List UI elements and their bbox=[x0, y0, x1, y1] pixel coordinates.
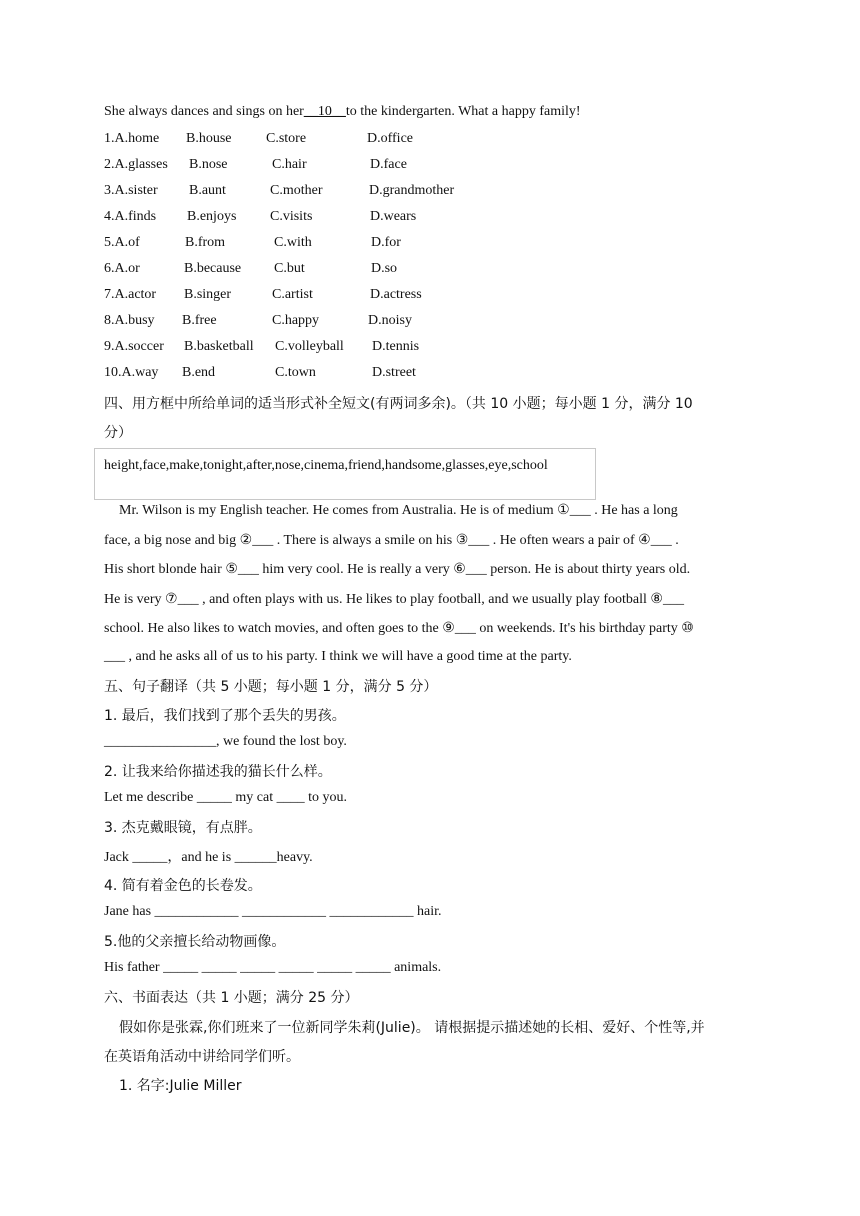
option-c: C.town bbox=[275, 365, 316, 380]
option-d: D.actress bbox=[370, 287, 422, 302]
translation-answer: ________________, we found the lost boy. bbox=[104, 734, 347, 749]
option-a: 8.A.busy bbox=[104, 313, 155, 328]
option-c: C.but bbox=[274, 261, 305, 276]
option-a: 2.A.glasses bbox=[104, 157, 168, 172]
passage-line: ___ , and he asks all of us to his party. I think we will have a good time at the party. bbox=[104, 649, 572, 664]
intro-blank: __10__ bbox=[303, 104, 346, 119]
intro-line bbox=[104, 104, 581, 120]
option-c: C.mother bbox=[270, 183, 323, 198]
option-b: B.enjoys bbox=[187, 209, 237, 224]
translation-answer: Let me describe _____ my cat ____ to you. bbox=[104, 790, 347, 805]
option-c: C.with bbox=[274, 235, 312, 250]
passage-line: He is very ⑦___ , and often plays with us. He likes to play football, and we usually play football ⑧___ bbox=[104, 592, 684, 607]
option-a: 1.A.home bbox=[104, 131, 160, 146]
writing-hint: 1. 名字:Julie Miller bbox=[119, 1078, 242, 1094]
option-a: 6.A.or bbox=[104, 261, 140, 276]
passage-line: Mr. Wilson is my English teacher. He comes from Australia. He is of medium ①___ . He has a long bbox=[119, 503, 678, 518]
option-c: C.happy bbox=[272, 313, 320, 328]
option-a: 10.A.way bbox=[104, 365, 159, 380]
section4-heading: 四、用方框中所给单词的适当形式补全短文(有两词多余)。（共 10 小题；每小题 1 分，满分 10 bbox=[104, 396, 693, 412]
option-b: B.house bbox=[186, 131, 232, 146]
option-d: D.street bbox=[372, 365, 416, 380]
passage-line: face, a big nose and big ②___ . There is always a smile on his ③___ . He often wears a pair of ④___ . bbox=[104, 533, 679, 548]
option-c: C.visits bbox=[270, 209, 313, 224]
translation-prompt: 1. 最后，我们找到了那个丢失的男孩。 bbox=[104, 708, 346, 724]
writing-prompt: 假如你是张霖,你们班来了一位新同学朱莉(Julie)。 请根据提示描述她的长相、爱好、个性等,并 bbox=[119, 1020, 705, 1036]
passage-line: school. He also likes to watch movies, and often goes to the ⑨___ on weekends. It's his birthday party ⑩ bbox=[104, 621, 694, 636]
option-b: B.end bbox=[182, 365, 216, 380]
translation-prompt: 3. 杰克戴眼镜，有点胖。 bbox=[104, 820, 262, 836]
translation-answer: His father _____ _____ _____ _____ _____ _____ animals. bbox=[104, 960, 442, 975]
option-a: 4.A.finds bbox=[104, 209, 157, 224]
option-a: 9.A.soccer bbox=[104, 339, 164, 354]
option-b: B.aunt bbox=[189, 183, 226, 198]
option-b: B.free bbox=[182, 313, 217, 328]
intro-pre: She always dances and sings on her bbox=[104, 104, 304, 119]
option-d: D.office bbox=[367, 131, 413, 146]
option-b: B.basketball bbox=[184, 339, 254, 354]
option-c: C.volleyball bbox=[275, 339, 344, 354]
option-b: B.nose bbox=[189, 157, 228, 172]
option-a: 5.A.of bbox=[104, 235, 140, 250]
translation-prompt: 4. 简有着金色的长卷发。 bbox=[104, 878, 262, 894]
option-d: D.so bbox=[371, 261, 398, 276]
writing-prompt-cont: 在英语角活动中讲给同学们听。 bbox=[104, 1049, 300, 1065]
option-c: C.store bbox=[266, 131, 307, 146]
option-c: C.artist bbox=[272, 287, 313, 302]
option-b: B.from bbox=[185, 235, 226, 250]
option-d: D.tennis bbox=[372, 339, 420, 354]
section6-heading: 六、书面表达（共 1 小题；满分 25 分） bbox=[104, 990, 359, 1006]
option-d: D.face bbox=[370, 157, 407, 172]
option-b: B.because bbox=[184, 261, 242, 276]
option-d: D.for bbox=[371, 235, 401, 250]
option-a: 7.A.actor bbox=[104, 287, 157, 302]
option-d: D.wears bbox=[370, 209, 417, 224]
option-b: B.singer bbox=[184, 287, 232, 302]
option-a: 3.A.sister bbox=[104, 183, 158, 198]
intro-post: to the kindergarten. What a happy family! bbox=[345, 104, 581, 119]
translation-prompt: 2. 让我来给你描述我的猫长什么样。 bbox=[104, 764, 332, 780]
option-c: C.hair bbox=[272, 157, 307, 172]
word-box-text: height,face,make,tonight,after,nose,cinema,friend,handsome,glasses,eye,school bbox=[104, 458, 548, 473]
translation-answer: Jack _____，and he is ______heavy. bbox=[104, 850, 313, 865]
translation-prompt: 5.他的父亲擅长给动物画像。 bbox=[104, 934, 286, 950]
option-d: D.noisy bbox=[368, 313, 412, 328]
passage-line: His short blonde hair ⑤___ him very cool. He is really a very ⑥___ person. He is about thirty years old. bbox=[104, 562, 691, 577]
option-d: D.grandmother bbox=[369, 183, 455, 198]
word-box bbox=[94, 448, 596, 500]
translation-answer: Jane has ____________ ____________ ____________ hair. bbox=[104, 904, 442, 919]
section4-heading-cont: 分） bbox=[104, 425, 132, 441]
section5-heading: 五、句子翻译（共 5 小题；每小题 1 分，满分 5 分） bbox=[104, 679, 438, 695]
